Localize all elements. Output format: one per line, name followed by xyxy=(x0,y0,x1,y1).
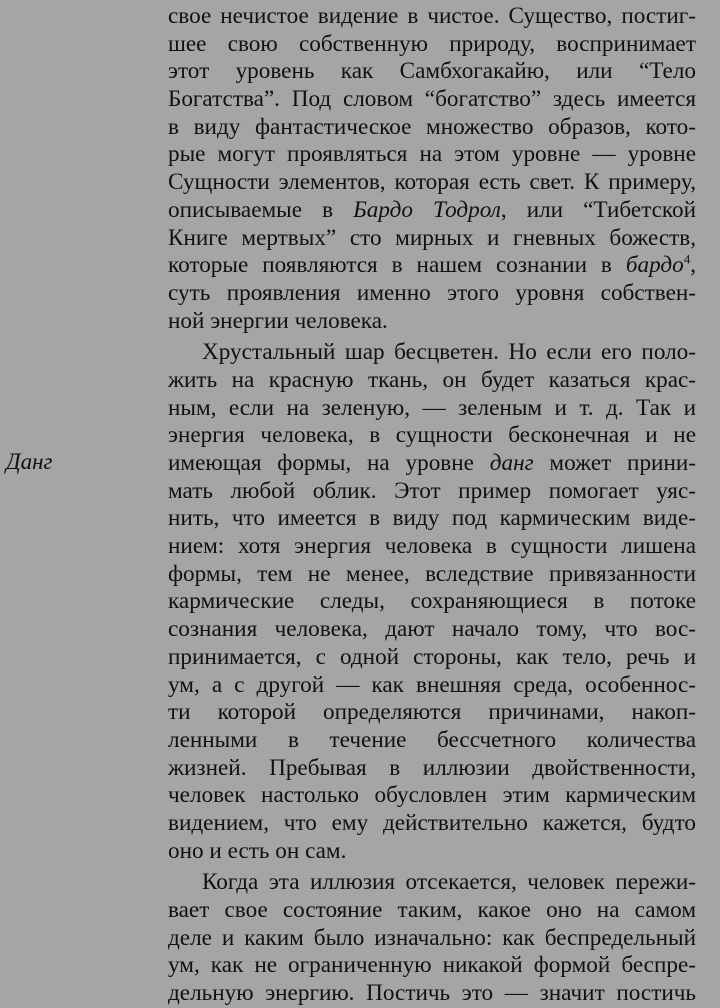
text-run: человек настолько обусловлен этим кармическим xyxy=(168,782,696,809)
text-run: кармические следы, сохраняющиеся в потоке xyxy=(168,588,696,615)
text-run: дельную энергию. Постичь это — значит постичь xyxy=(168,980,696,1007)
text-line xyxy=(168,672,696,700)
text-line xyxy=(168,838,696,866)
text-run: Богатства”. Под словом “богатство” здесь имеется xyxy=(168,86,696,113)
italic-term: данг xyxy=(489,450,534,476)
paragraph-2 xyxy=(168,339,696,865)
text-run: жизней. Пребывая в иллюзии двойственности, xyxy=(168,754,696,781)
text-line xyxy=(168,308,696,336)
text-run: , или “Тибетской xyxy=(500,196,696,223)
text-run: описываемые в xyxy=(168,196,354,223)
text-run: Сущности элементов, которая есть свет. К примеру, xyxy=(168,169,696,196)
text-line xyxy=(168,644,696,672)
text-run: свое нечистое видение в чистое. Существо, постиг- xyxy=(168,3,696,29)
text-column xyxy=(168,3,696,1008)
text-run: мать любой облик. Этот пример помогает уяс- xyxy=(168,477,696,504)
paragraph-3 xyxy=(168,869,696,1007)
text-run: сознания человека, дают начало тому, что вос- xyxy=(168,616,696,643)
text-line xyxy=(168,395,696,423)
text-run: имеющая формы, на уровне xyxy=(168,450,490,476)
paragraph-1 xyxy=(168,3,696,335)
text-run: принимается, с одной стороны, как тело, речь и xyxy=(168,643,696,670)
text-run: Книге мертвых” сто мирных и гневных божеств, xyxy=(168,224,696,251)
text-line xyxy=(168,810,696,838)
text-line xyxy=(168,478,696,506)
text-line xyxy=(168,980,696,1008)
text-run: ум, как не ограниченную никакой формой беспре- xyxy=(168,952,696,979)
text-run: деле и каким было изначально: как беспредельный xyxy=(168,924,696,951)
text-run: формы, тем не менее, вследствие привязанности xyxy=(168,560,696,587)
text-line xyxy=(168,31,696,59)
text-run: ти которой определяются причинами, накоп- xyxy=(168,699,696,726)
text-line xyxy=(168,169,696,197)
text-line xyxy=(168,727,696,755)
text-run: в виду фантастическое множество образов, кото- xyxy=(168,113,696,140)
text-run: этот уровень как Самбхогакайю, или “Тело xyxy=(168,58,696,85)
text-run: нием: хотя энергия человека в сущности лишена xyxy=(168,533,696,560)
text-line xyxy=(168,86,696,114)
italic-term: бардо xyxy=(625,252,684,279)
text-line xyxy=(168,869,696,897)
footnote-ref: 4 xyxy=(683,251,691,267)
text-line xyxy=(168,782,696,810)
text-line xyxy=(168,58,696,86)
text-line xyxy=(168,533,696,561)
text-line xyxy=(168,225,696,253)
text-run: энергия человека, в сущности бесконечная и не xyxy=(168,422,696,449)
text-line xyxy=(168,925,696,953)
text-run: вает свое состояние таким, какое оно на самом xyxy=(168,897,696,923)
text-run: которые появляются в нашем сознании в xyxy=(168,252,626,279)
text-line xyxy=(168,280,696,308)
text-line xyxy=(168,3,696,31)
text-line xyxy=(168,141,696,169)
text-line xyxy=(168,699,696,727)
text-run: жить на красную ткань, он будет казаться крас- xyxy=(168,366,696,393)
italic-term: Бардо Тодрол xyxy=(353,196,501,223)
text-run: , xyxy=(690,252,696,279)
text-line xyxy=(168,505,696,533)
text-line xyxy=(168,114,696,142)
text-run: ум, а с другой — как внешняя среда, особеннос- xyxy=(168,671,696,698)
text-line xyxy=(168,197,696,225)
text-run: видением, что ему действительно кажется, будто xyxy=(168,809,696,836)
text-run: нить, что имеется в виду под кармическим виде- xyxy=(168,505,696,532)
text-line xyxy=(168,252,696,280)
text-line xyxy=(168,588,696,616)
text-line xyxy=(168,616,696,644)
text-line xyxy=(168,367,696,395)
text-run: ной энергии человека. xyxy=(168,307,388,334)
text-run: оно и есть он сам. xyxy=(168,837,347,864)
text-run: суть проявления именно этого уровня собствен- xyxy=(168,279,696,306)
text-line xyxy=(168,339,696,367)
text-run: рые могут проявляться на этом уровне — уровне xyxy=(168,141,696,168)
text-run: ным, если на зеленую, — зеленым и т. д. Так и xyxy=(168,394,696,421)
text-line xyxy=(168,897,696,925)
text-run: ленными в течение бессчетного количества xyxy=(168,726,696,753)
margin-note-dang: Данг xyxy=(6,449,53,474)
text-run: может прини- xyxy=(533,450,696,476)
text-run: Когда эта иллюзия отсекается, человек пережи- xyxy=(202,869,696,896)
text-run: шее свою собственную природу, воспринимает xyxy=(168,30,696,57)
text-line xyxy=(168,952,696,980)
text-line xyxy=(168,755,696,783)
text-line xyxy=(168,450,696,478)
text-line xyxy=(168,422,696,450)
text-line xyxy=(168,561,696,589)
text-run: Хрустальный шар бесцветен. Но если его поло- xyxy=(202,339,696,366)
